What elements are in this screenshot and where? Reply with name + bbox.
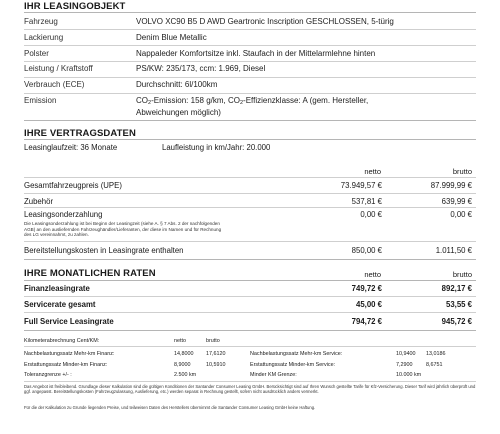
- divider: [24, 93, 476, 94]
- divider: [24, 280, 476, 281]
- divider: [24, 381, 476, 382]
- km-brutto: 13,0186: [426, 351, 446, 357]
- section-title-vertragsdaten: IHRE VERTRAGSDATEN: [24, 128, 136, 139]
- kilometer-column-brutto: brutto: [206, 338, 220, 344]
- value-gesamtfahrzeugpreis-netto: 73.949,57 €: [340, 181, 382, 190]
- label-leasingsonderzahlung: Leasingsonderzahlung: [24, 210, 103, 219]
- divider: [24, 312, 476, 313]
- value-verbrauch: Durchschnitt: 6l/100km: [136, 80, 218, 90]
- label-bereitstellungskosten: Bereitstellungskosten in Leasingrate enthalten: [24, 246, 184, 255]
- value-leasingsonderzahlung-brutto: 0,00 €: [450, 210, 472, 219]
- value-leistung: PS/KW: 235/173, ccm: 1.969, Diesel: [136, 64, 266, 74]
- label-zubehoer: Zubehör: [24, 197, 54, 206]
- divider: [24, 29, 476, 30]
- km-label: Nachbelastungssatz Mehr-km Service:: [250, 351, 343, 357]
- label-emission: Emission: [24, 95, 57, 105]
- divider: [24, 193, 476, 194]
- value-servicerate-netto: 45,00 €: [355, 300, 382, 309]
- divider: [24, 330, 476, 331]
- divider: [24, 296, 476, 297]
- label-leistung: Leistung / Kraftstoff: [24, 64, 93, 74]
- kilometer-title: Kilometerabrechnung Cent/KM:: [24, 338, 100, 344]
- divider: [24, 12, 476, 13]
- value-bereitstellungskosten-netto: 850,00 €: [351, 246, 382, 255]
- value-emission: CO2-Emission: 158 g/km, CO2-Effizienzklasse: A (gem. Hersteller, Abweichungen möglich): [136, 95, 369, 117]
- km-label: Erstattungssatz Minder-km Service:: [250, 362, 336, 368]
- divider: [24, 45, 476, 46]
- leasingobjekt-table: [24, 17, 476, 118]
- value-full-service-leasingrate-netto: 794,72 €: [351, 317, 382, 326]
- leasingsonderzahlung-note: Die Leasingsonderzahlung ist bei Beginn der Leasingzeit (siehe A. § 7 Abs. 2 der nachfolgenden AGB) an den ausliefernden Fahrzeughändler/Lieferanten, der diese im Namen und für Rechnung des LG vereinnahmt, zu zahlen.: [24, 221, 222, 238]
- label-gesamtfahrzeugpreis: Gesamtfahrzeugpreis (UPE): [24, 181, 122, 190]
- divider: [24, 259, 476, 260]
- laufzeit-text: Leasinglaufzeit: 36 Monate: [24, 143, 118, 152]
- column-header-netto: netto: [364, 270, 381, 279]
- km-brutto: 17,6120: [206, 351, 226, 357]
- label-polster: Polster: [24, 48, 49, 58]
- row-fahrzeug: [24, 17, 476, 27]
- footer-disclaimer: Für die der Kalkulation zu Grunde liegenden Preise, und teilweisen Daten des Herstellers übernimmt die Santander Consumer Leasing GmbH keine Haftung.: [24, 405, 316, 410]
- km-label: Nachbelastungssatz Mehr-km Finanz:: [24, 351, 115, 357]
- km-netto: 8,9000: [174, 362, 191, 368]
- row-lackierung: [24, 33, 476, 43]
- section-title-raten: IHRE MONATLICHEN RATEN: [24, 268, 156, 279]
- km-netto: 10,9400: [396, 351, 416, 357]
- km-netto: 14,8000: [174, 351, 194, 357]
- value-full-service-leasingrate-brutto: 945,72 €: [441, 317, 472, 326]
- km-brutto: 10,5910: [206, 362, 226, 368]
- row-leistung: [24, 64, 476, 74]
- row-emission: [24, 96, 476, 118]
- km-label: Minder KM Grenze:: [250, 372, 297, 378]
- column-header-brutto: brutto: [452, 270, 472, 279]
- value-polster: Nappaleder Komfortsitze inkl. Staufach in der Mittelarmlehne hinten: [136, 48, 376, 58]
- value-servicerate-brutto: 53,55 €: [445, 300, 472, 309]
- laufleistung-text: Laufleistung in km/Jahr: 20.000: [162, 143, 271, 152]
- label-fahrzeug: Fahrzeug: [24, 17, 58, 26]
- label-verbrauch: Verbrauch (ECE): [24, 80, 85, 90]
- value-zubehoer-netto: 537,81 €: [351, 197, 382, 206]
- footer-note: Das Angebot ist freibleibend. Grundlage dieser Kalkulation sind die gültigen Konditionen der Santander Consumer Leasing GmbH. Berücksichtigt sind auf Ihren Wunsch gestellte Tarife für Kfz-Versicherung. Dieser Tarif wird jährlich überprüft und ggf. angepasst. Bereitstellungskosten (Fahrzeugzulassung, Auslieferung, etc.) werden separat in Rechnung gestellt, sofern nicht ausdrücklich anders vermerkt.: [24, 384, 476, 395]
- label-full-service-leasingrate: Full Service Leasingrate: [24, 317, 114, 326]
- km-netto: 7,2900: [396, 362, 413, 368]
- label-servicerate: Servicerate gesamt: [24, 300, 96, 309]
- km-label: Erstattungssatz Minder-km Finanz:: [24, 362, 108, 368]
- km-label: Toleranzgrenze +/- :: [24, 372, 72, 378]
- value-finanzleasingrate-brutto: 892,17 €: [441, 284, 472, 293]
- divider: [24, 139, 476, 140]
- divider: [24, 120, 476, 121]
- row-polster: [24, 49, 476, 59]
- divider: [24, 346, 476, 347]
- section-title-leasingobjekt: IHR LEASINGOBJEKT: [24, 1, 126, 12]
- label-lackierung: Lackierung: [24, 32, 64, 42]
- value-gesamtfahrzeugpreis-brutto: 87.999,99 €: [430, 181, 472, 190]
- divider: [24, 77, 476, 78]
- divider: [24, 241, 476, 242]
- column-header-netto: netto: [364, 167, 381, 176]
- divider: [24, 177, 476, 178]
- row-verbrauch: [24, 80, 476, 90]
- value-leasingsonderzahlung-netto: 0,00 €: [360, 210, 382, 219]
- kilometer-column-netto: netto: [174, 338, 186, 344]
- label-finanzleasingrate: Finanzleasingrate: [24, 284, 90, 293]
- value-zubehoer-brutto: 639,99 €: [441, 197, 472, 206]
- value-fahrzeug: VOLVO XC90 B5 D AWD Geartronic Inscription GESCHLOSSEN, 5-türig: [136, 17, 394, 26]
- column-header-brutto: brutto: [452, 167, 472, 176]
- km-netto: 2.500 km: [174, 372, 197, 378]
- km-netto: 10.000 km: [396, 372, 422, 378]
- km-brutto: 8,6751: [426, 362, 443, 368]
- divider: [24, 207, 476, 208]
- divider: [24, 61, 476, 62]
- value-lackierung: Denim Blue Metallic: [136, 32, 207, 42]
- value-bereitstellungskosten-brutto: 1.011,50 €: [435, 246, 472, 255]
- value-finanzleasingrate-netto: 749,72 €: [351, 284, 382, 293]
